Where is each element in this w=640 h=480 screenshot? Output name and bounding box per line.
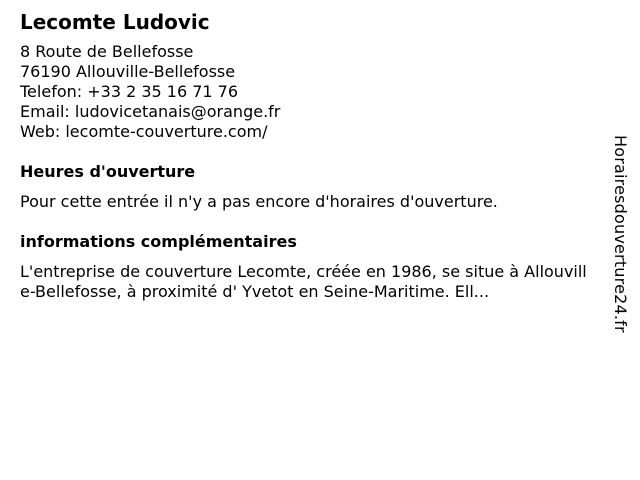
opening-hours-text: Pour cette entrée il n'y a pas encore d'horaires d'ouverture. xyxy=(20,192,498,211)
email-link[interactable]: Email: ludovicetanais@orange.fr xyxy=(20,102,281,121)
business-name: Lecomte Ludovic xyxy=(20,10,210,34)
site-watermark: Horairesdouverture24.fr xyxy=(611,135,630,333)
opening-hours-heading: Heures d'ouverture xyxy=(20,162,196,181)
street-address: 8 Route de Bellefosse xyxy=(20,42,194,61)
business-card xyxy=(20,8,590,302)
additional-info-heading: informations complémentaires xyxy=(20,232,297,251)
website-link[interactable]: Web: lecomte-couverture.com/ xyxy=(20,122,268,141)
email-line[interactable] xyxy=(20,102,590,122)
phone-line[interactable] xyxy=(20,82,590,102)
city-address: 76190 Allouville-Bellefosse xyxy=(20,62,236,81)
phone-link[interactable]: Telefon: +33 2 35 16 71 76 xyxy=(20,82,239,101)
contact-block xyxy=(20,42,590,142)
web-line[interactable] xyxy=(20,122,590,142)
additional-info-text: L'entreprise de couverture Lecomte, créée en 1986, se situe à Allouville-Bellefosse, à proximité d' Yvetot en Seine-Maritime. Ell... xyxy=(20,262,587,301)
